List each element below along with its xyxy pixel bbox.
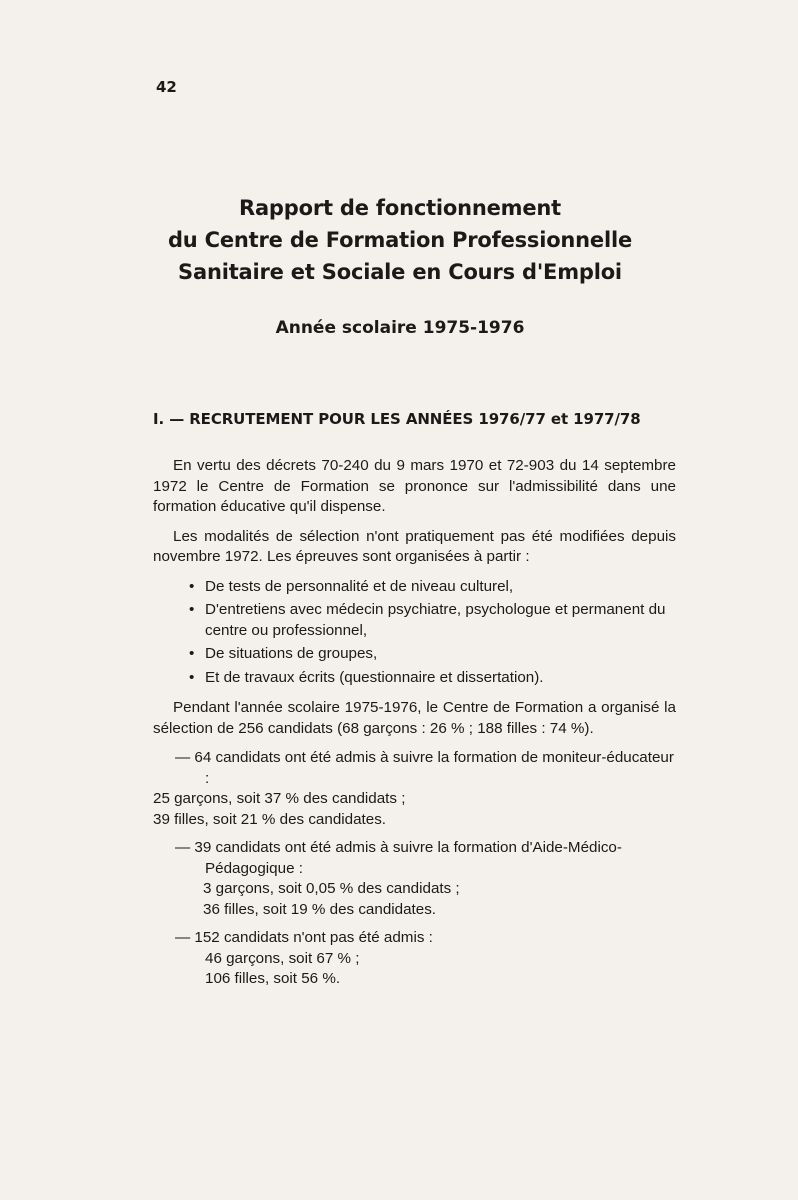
paragraph-decrees: En vertu des décrets 70-240 du 9 mars 1970 et 72-903 du 14 septembre 1972 le Centre de Formation se prononce sur l'admissibilité dans une formation éducative qu'il dispense. bbox=[153, 457, 676, 515]
school-year-subtitle: Année scolaire 1975-1976 bbox=[275, 318, 525, 338]
group-line: 106 filles, soit 56 %. bbox=[205, 970, 341, 987]
bullet-icon: • bbox=[189, 668, 195, 686]
group-head: — 39 candidats ont été admis à suivre la formation d'Aide-Médico-Pédagogique : bbox=[175, 839, 622, 877]
group-line: 46 garçons, soit 67 % ; bbox=[205, 949, 360, 967]
title-line-1: Rapport de fonctionnement bbox=[238, 196, 561, 220]
paragraph-selection: Les modalités de sélection n'ont pratiquement pas été modifiées depuis novembre 1972. Les épreuves sont organisées à partir : bbox=[153, 527, 676, 565]
section-heading: I. — RECRUTEMENT POUR LES ANNÉES 1976/77 et 1977/78 bbox=[153, 410, 641, 428]
paragraph-statistics: Pendant l'année scolaire 1975-1976, le Centre de Formation a organisé la sélection de 256 candidats (68 garçons : 26 % ; 188 filles : 74 %). bbox=[153, 699, 676, 737]
body-text bbox=[153, 456, 676, 998]
not-admitted-group bbox=[153, 928, 676, 990]
group-head: — 64 candidats ont été admis à suivre la formation de moniteur-éducateur : bbox=[175, 749, 674, 787]
list-item: • De tests de personnalité et de niveau culturel, bbox=[153, 577, 676, 598]
title-line-3: Sanitaire et Sociale en Cours d'Emploi bbox=[178, 260, 622, 284]
list-item: • De situations de groupes, bbox=[153, 644, 676, 665]
page-number: 42 bbox=[156, 78, 177, 96]
list-item: • Et de travaux écrits (questionnaire et dissertation). bbox=[153, 668, 676, 689]
group-line: 3 garçons, soit 0,05 % des candidats ; bbox=[203, 880, 460, 897]
group-line: 36 filles, soit 19 % des candidates. bbox=[203, 900, 437, 918]
list-item: • D'entretiens avec médecin psychiatre, psychologue et permanent du centre ou professionnel, bbox=[189, 601, 666, 639]
bullet-icon: • bbox=[189, 645, 195, 662]
admitted-educator-group bbox=[153, 748, 676, 830]
report-title bbox=[140, 192, 660, 288]
bullet-icon: • bbox=[189, 577, 195, 595]
selection-tests-list bbox=[153, 577, 676, 689]
group-head: — 152 candidats n'ont pas été admis : bbox=[175, 929, 433, 946]
group-line: 25 garçons, soit 37 % des candidats ; bbox=[153, 790, 406, 807]
bullet-icon: • bbox=[189, 601, 195, 618]
group-line: 39 filles, soit 21 % des candidates. bbox=[153, 810, 387, 828]
admitted-amp-group bbox=[153, 838, 676, 920]
title-line-2: du Centre de Formation Professionnelle bbox=[167, 228, 633, 252]
